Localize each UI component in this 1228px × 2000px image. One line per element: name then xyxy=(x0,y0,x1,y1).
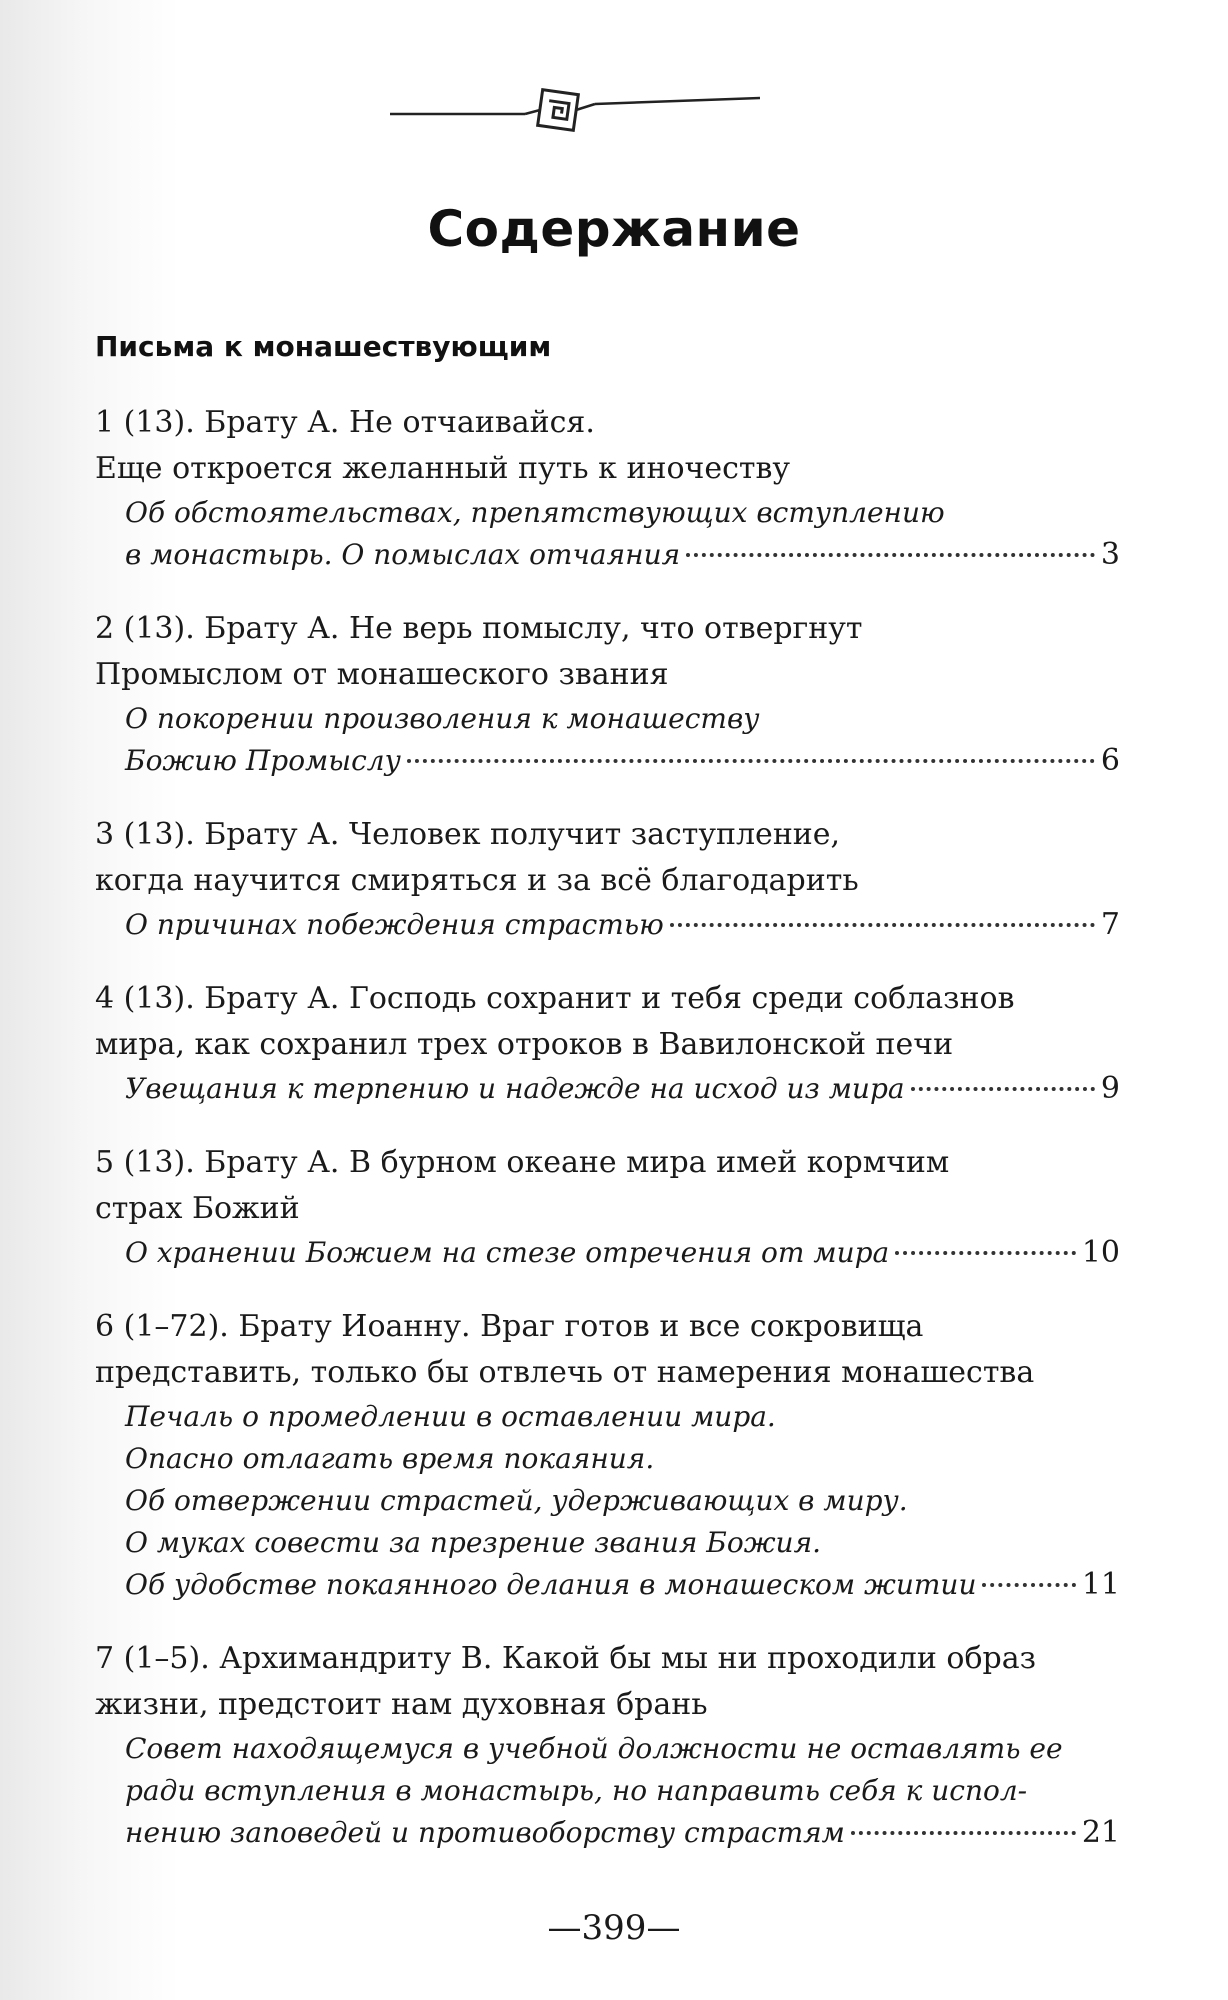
toc-entry-description: О хранении Божием на стезе отречения от мира xyxy=(125,1236,890,1269)
toc-entry-leader-line xyxy=(95,740,1120,782)
toc-entry[interactable] xyxy=(95,1140,1120,1274)
toc-entry-heading: когда научится смиряться и за всё благодарить xyxy=(95,863,859,898)
dot-leader xyxy=(851,1831,1076,1835)
toc-entry-heading: представить, только бы отвлечь от намерения монашества xyxy=(95,1355,1035,1390)
toc-entry-description: Опасно отлагать время покаяния. xyxy=(125,1442,655,1475)
toc-entry-heading: 4 (13). Брату А. Господь сохранит и тебя среди соблазнов xyxy=(95,981,1015,1016)
toc-entry-description: Печаль о промедлении в оставлении мира. xyxy=(125,1400,776,1433)
toc-entry-description: О причинах побеждения страстью xyxy=(125,908,664,941)
toc-entry-description: ради вступления в монастырь, но направить себя к испол- xyxy=(125,1774,1028,1807)
toc-entry-page[interactable]: 6 xyxy=(1100,743,1120,778)
toc-entry[interactable] xyxy=(95,1304,1120,1606)
toc-entry-heading: Еще откроется желанный путь к иночеству xyxy=(95,451,791,486)
toc-entry-description: Божию Промыслу xyxy=(125,744,401,777)
toc-entry-heading: 2 (13). Брату А. Не верь помыслу, что отвергнут xyxy=(95,611,863,646)
toc-entry-page[interactable]: 21 xyxy=(1081,1815,1120,1850)
toc-entry[interactable] xyxy=(95,1636,1120,1854)
toc-entry[interactable] xyxy=(95,400,1120,576)
toc-entry-page[interactable]: 7 xyxy=(1100,907,1120,942)
toc-entry-heading: Промыслом от монашеского звания xyxy=(95,657,669,692)
toc-entry-leader-line xyxy=(95,1232,1120,1274)
toc-entry-heading: 3 (13). Брату А. Человек получит заступление, xyxy=(95,817,841,852)
toc-entry-description: Об отвержении страстей, удерживающих в миру. xyxy=(125,1484,908,1517)
toc-entry-description: в монастырь. О помыслах отчаяния xyxy=(125,538,681,571)
dot-leader xyxy=(670,923,1095,927)
ornament-divider-icon xyxy=(390,80,760,140)
toc-entry-description: нению заповедей и противоборству страстям xyxy=(125,1816,845,1849)
toc-entry-description: Увещания к терпению и надежде на исход из мира xyxy=(125,1072,905,1105)
toc-entry-page[interactable]: 9 xyxy=(1100,1071,1120,1106)
toc-entry-leader-line xyxy=(95,1564,1120,1606)
dot-leader xyxy=(895,1251,1076,1255)
dot-leader xyxy=(407,759,1095,763)
toc-entry-heading: 7 (1–5). Архимандриту В. Какой бы мы ни проходили образ xyxy=(95,1641,1036,1676)
toc-entry-description: О муках совести за презрение звания Божия. xyxy=(125,1526,822,1559)
toc-entry-leader-line xyxy=(95,904,1120,946)
toc-entry-leader-line xyxy=(95,1812,1120,1854)
dot-leader xyxy=(911,1087,1095,1091)
toc-entry-heading: 1 (13). Брату А. Не отчаивайся. xyxy=(95,405,595,440)
toc-entry-heading: 6 (1–72). Брату Иоанну. Враг готов и все сокровища xyxy=(95,1309,924,1344)
toc-entry-heading: страх Божий xyxy=(95,1191,300,1226)
toc-entry-description: Совет находящемуся в учебной должности не оставлять ее xyxy=(125,1732,1063,1765)
toc-entry[interactable] xyxy=(95,606,1120,782)
toc-entry[interactable] xyxy=(95,812,1120,946)
toc-entry-page[interactable]: 3 xyxy=(1100,537,1120,572)
toc-entry-description: О покорении произволения к монашеству xyxy=(125,702,760,735)
toc-entry-description: Об обстоятельствах, препятствующих вступлению xyxy=(125,496,945,529)
toc-entry-page[interactable]: 11 xyxy=(1081,1567,1120,1602)
page-title: Содержание xyxy=(427,200,801,258)
section-heading: Письма к монашествующим xyxy=(95,330,552,363)
dot-leader xyxy=(982,1583,1075,1587)
table-of-contents xyxy=(95,400,1120,1884)
toc-entry-heading: 5 (13). Брату А. В бурном океане мира имей кормчим xyxy=(95,1145,950,1180)
toc-entry-leader-line xyxy=(95,1068,1120,1110)
toc-entry-leader-line xyxy=(95,534,1120,576)
dot-leader xyxy=(686,553,1095,557)
toc-entry-description: Об удобстве покаянного делания в монашеском житии xyxy=(125,1568,977,1601)
toc-entry[interactable] xyxy=(95,976,1120,1110)
toc-entry-heading: мира, как сохранил трех отроков в Вавилонской печи xyxy=(95,1027,954,1062)
toc-entry-heading: жизни, предстоит нам духовная брань xyxy=(95,1687,708,1722)
page-number: —399— xyxy=(547,1908,681,1948)
toc-entry-page[interactable]: 10 xyxy=(1081,1235,1120,1270)
